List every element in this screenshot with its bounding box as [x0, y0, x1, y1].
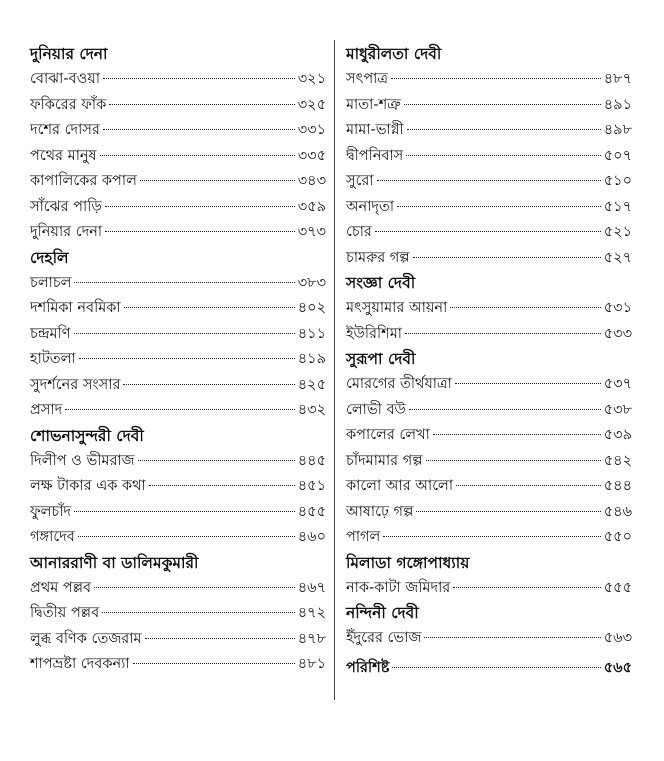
dot-leader	[94, 587, 295, 588]
entry-page-number: ৫৩১	[603, 300, 632, 316]
toc-entry[interactable]	[30, 525, 326, 551]
toc-entry[interactable]	[346, 169, 632, 195]
dot-leader	[409, 409, 601, 410]
toc-entry[interactable]	[30, 271, 326, 297]
toc-entry[interactable]	[30, 67, 326, 93]
entry-page-number: ৫০৭	[603, 147, 632, 164]
dot-leader	[105, 206, 295, 207]
entry-page-number: ৪১১	[297, 325, 326, 342]
entry-page-number: ৫৫৫	[603, 579, 632, 596]
entry-page-number: ৩২৫	[297, 96, 326, 113]
entry-title: লক্ষ টাকার এক কথা	[30, 478, 146, 494]
section-heading: সুরূপা দেবী	[346, 350, 416, 368]
entry-page-number: ৫১৭	[603, 198, 632, 215]
section-heading: দেহলি	[30, 248, 69, 267]
toc-entry[interactable]	[30, 220, 326, 246]
entry-page-number: ৪৮১	[297, 656, 326, 672]
right-column	[346, 42, 632, 681]
entry-page-number: ৪৫১	[297, 478, 326, 494]
dot-leader	[404, 104, 601, 105]
dot-leader	[74, 511, 295, 512]
toc-entry[interactable]	[346, 372, 632, 398]
entry-title: অনাদৃতা	[346, 198, 395, 215]
toc-entry[interactable]	[30, 627, 326, 653]
dot-leader	[413, 257, 601, 258]
toc-entry[interactable]	[346, 195, 632, 221]
toc-entry[interactable]	[30, 500, 326, 526]
entry-title: সাঁঝের পাড়ি	[30, 198, 102, 215]
toc-entry[interactable]	[30, 118, 326, 144]
entry-page-number: ৩৩১	[297, 122, 326, 138]
entry-page-number: ৪২৫	[297, 376, 326, 393]
dot-leader	[74, 333, 295, 334]
toc-entry[interactable]	[30, 322, 326, 348]
section-heading: মাধুরীলতা দেবী	[346, 45, 442, 63]
entry-page-number: ৫৩৮	[603, 401, 632, 418]
dot-leader	[456, 485, 601, 486]
entry-page-number: ৫৩৭	[603, 376, 632, 392]
toc-entry[interactable]	[346, 423, 632, 449]
toc-entry[interactable]	[30, 449, 326, 475]
toc-entry[interactable]	[30, 347, 326, 373]
dot-leader	[138, 460, 295, 461]
dot-leader	[433, 434, 601, 435]
dot-leader	[124, 307, 295, 308]
entry-title: লোভী বউ	[346, 401, 406, 418]
dot-leader	[377, 180, 601, 181]
toc-entry[interactable]	[346, 144, 632, 170]
entry-page-number: ৪৯১	[603, 96, 632, 113]
section-heading: দুনিয়ার দেনা	[30, 45, 108, 63]
dot-leader	[406, 155, 600, 156]
entry-page-number: ৪৮৭	[603, 71, 632, 87]
entry-title: মাতা-শত্রু	[346, 96, 401, 113]
toc-entry[interactable]	[346, 474, 632, 500]
entry-page-number: ৪৬৭	[297, 579, 326, 596]
entry-title: শাপভ্রষ্টা দেবকন্যা	[30, 656, 130, 672]
toc-entry[interactable]	[346, 626, 632, 652]
entry-title: চামরুর গল্প	[346, 249, 410, 266]
entry-title: মামা-ভাগ্নী	[346, 122, 404, 138]
entry-page-number: ৫৩৩	[603, 325, 632, 342]
toc-entry[interactable]	[30, 398, 326, 424]
section-heading: মিলাডা গঙ্গোপাধ্যায়	[346, 553, 470, 572]
appendix-title: পরিশিষ্ট	[346, 659, 390, 676]
entry-title: লুব্ধ বণিক তেজরাম	[30, 630, 142, 647]
entry-title: সুদর্শনের সংসার	[30, 376, 121, 393]
dot-leader	[383, 536, 600, 537]
toc-entry[interactable]	[30, 144, 326, 170]
toc-entry[interactable]	[346, 576, 632, 602]
toc-entry[interactable]	[346, 296, 632, 322]
entry-title: বোঝা-বওয়া	[30, 71, 101, 87]
entry-title: প্রথম পল্লব	[30, 579, 92, 596]
entry-title: প্রসাদ	[30, 402, 63, 418]
entry-title: আষাঢ়ে গল্প	[346, 503, 414, 520]
dot-leader	[133, 663, 295, 664]
dot-leader	[375, 231, 601, 232]
dot-leader	[424, 637, 600, 638]
dot-leader	[103, 129, 295, 130]
entry-title: কপালের লেখা	[346, 427, 430, 443]
left-column	[30, 42, 326, 678]
entry-page-number: ৪৬০	[297, 529, 326, 545]
entry-page-number: ৩২১	[297, 71, 326, 87]
appendix-page-number: ৫৬৫	[603, 659, 632, 676]
section-heading: সংজ্ঞা দেবী	[346, 274, 416, 292]
entry-title: চলাচল	[30, 274, 72, 291]
entry-title: দশের দোসর	[30, 122, 100, 138]
toc-entry[interactable]	[30, 373, 326, 399]
entry-page-number: ৪৩২	[297, 402, 326, 418]
toc-entry[interactable]	[346, 500, 632, 526]
dot-leader	[123, 384, 294, 385]
entry-title: মৎসুয়ামার আয়না	[346, 300, 448, 316]
entry-title: মোরগের তীর্থযাত্রা	[346, 376, 452, 392]
toc-entry[interactable]	[30, 576, 326, 602]
toc-entry[interactable]	[346, 246, 632, 272]
entry-title: কাপালিকের কপাল	[30, 173, 137, 189]
section-heading: আনাররাণী বা ডালিমকুমারী	[30, 553, 199, 572]
entry-title: চাঁদমামার গল্প	[346, 452, 423, 469]
dot-leader	[453, 587, 600, 588]
entry-page-number: ৩৩৫	[297, 147, 326, 164]
dot-leader	[149, 485, 295, 486]
dot-leader	[140, 180, 295, 181]
dot-leader	[145, 638, 295, 639]
dot-leader	[397, 206, 601, 207]
entry-title: দ্বিতীয় পল্লব	[30, 605, 100, 621]
entry-page-number: ৫৫০	[603, 529, 632, 545]
entry-page-number: ৩৪৩	[297, 173, 326, 189]
dot-leader	[405, 333, 601, 334]
entry-page-number: ৪৪৫	[297, 452, 326, 469]
dot-leader	[102, 612, 295, 613]
dot-leader	[407, 129, 601, 130]
entry-title: চন্দ্রমণি	[30, 325, 71, 342]
appendix-entry[interactable]	[346, 656, 632, 682]
dot-leader	[392, 667, 600, 668]
entry-page-number: ৪৭২	[297, 605, 326, 621]
toc-entry[interactable]	[30, 169, 326, 195]
entry-title: পথের মানুষ	[30, 147, 97, 164]
entry-title: দ্বীপনিবাস	[346, 147, 404, 164]
entry-title: দশমিকা নবমিকা	[30, 300, 121, 316]
dot-leader	[450, 307, 600, 308]
toc-entry[interactable]	[346, 220, 632, 246]
entry-page-number: ৩৫৯	[297, 198, 326, 215]
entry-title: সুরো	[346, 173, 374, 189]
entry-title: হাটতলা	[30, 351, 76, 367]
toc-entry[interactable]	[30, 652, 326, 678]
toc-entry[interactable]	[346, 118, 632, 144]
entry-title: নাক-কাটা জমিদার	[346, 579, 451, 596]
entry-page-number: ৫৪২	[603, 452, 632, 469]
entry-page-number: ৫৪৬	[603, 503, 632, 520]
toc-entry[interactable]	[30, 601, 326, 627]
entry-title: গঙ্গাদেব	[30, 529, 75, 545]
toc-entry[interactable]	[346, 93, 632, 119]
dot-leader	[416, 511, 600, 512]
dot-leader	[100, 155, 295, 156]
toc-entry[interactable]	[30, 93, 326, 119]
toc-entry[interactable]	[346, 449, 632, 475]
entry-page-number: ৪১৯	[297, 351, 326, 367]
entry-page-number: ৫৩৯	[603, 427, 632, 443]
entry-page-number: ৫১০	[603, 173, 632, 189]
entry-page-number: ৫২৭	[603, 249, 632, 266]
toc-entry[interactable]	[346, 67, 632, 93]
entry-title: ইউরিশিমা	[346, 325, 402, 342]
entry-page-number: ৫৪৪	[603, 478, 632, 494]
section-heading: নন্দিনী দেবী	[346, 604, 419, 622]
entry-title: কালো আর আলো	[346, 478, 454, 494]
toc-entry[interactable]	[346, 398, 632, 424]
entry-title: দিলীপ ও ভীমরাজ	[30, 452, 135, 469]
entry-title: সৎপাত্র	[346, 71, 389, 87]
entry-page-number: ৪৭৮	[297, 630, 326, 647]
entry-title: ইঁদুরের ভোজ	[346, 630, 422, 646]
column-divider	[334, 40, 335, 700]
dot-leader	[78, 536, 295, 537]
entry-title: পাগল	[346, 529, 381, 545]
toc-entry[interactable]	[30, 474, 326, 500]
dot-leader	[391, 78, 601, 79]
entry-page-number: ৩৭৩	[297, 224, 326, 240]
section-heading: শোভনাসুন্দরী দেবী	[30, 426, 144, 445]
entry-title: ফুলচাঁদ	[30, 503, 72, 520]
entry-page-number: ৫৬৩	[603, 630, 632, 646]
entry-page-number: ৪৫৫	[297, 503, 326, 520]
entry-page-number: ৪০২	[297, 300, 326, 316]
dot-leader	[426, 460, 601, 461]
entry-title: দুনিয়ার দেনা	[30, 224, 103, 240]
toc-entry[interactable]	[30, 195, 326, 221]
entry-title: ফকিরের ফাঁক	[30, 96, 107, 113]
dot-leader	[109, 104, 295, 105]
entry-page-number: ৩৮৩	[297, 274, 326, 291]
entry-page-number: ৫২১	[603, 224, 632, 240]
dot-leader	[105, 231, 295, 232]
dot-leader	[74, 282, 294, 283]
toc-entry[interactable]	[346, 525, 632, 551]
toc-entry[interactable]	[30, 296, 326, 322]
dot-leader	[79, 358, 295, 359]
dot-leader	[103, 78, 295, 79]
entry-title: চোর	[346, 224, 372, 240]
toc-entry[interactable]	[346, 322, 632, 348]
dot-leader	[65, 409, 295, 410]
dot-leader	[455, 383, 601, 384]
entry-page-number: ৪৯৮	[603, 122, 632, 138]
